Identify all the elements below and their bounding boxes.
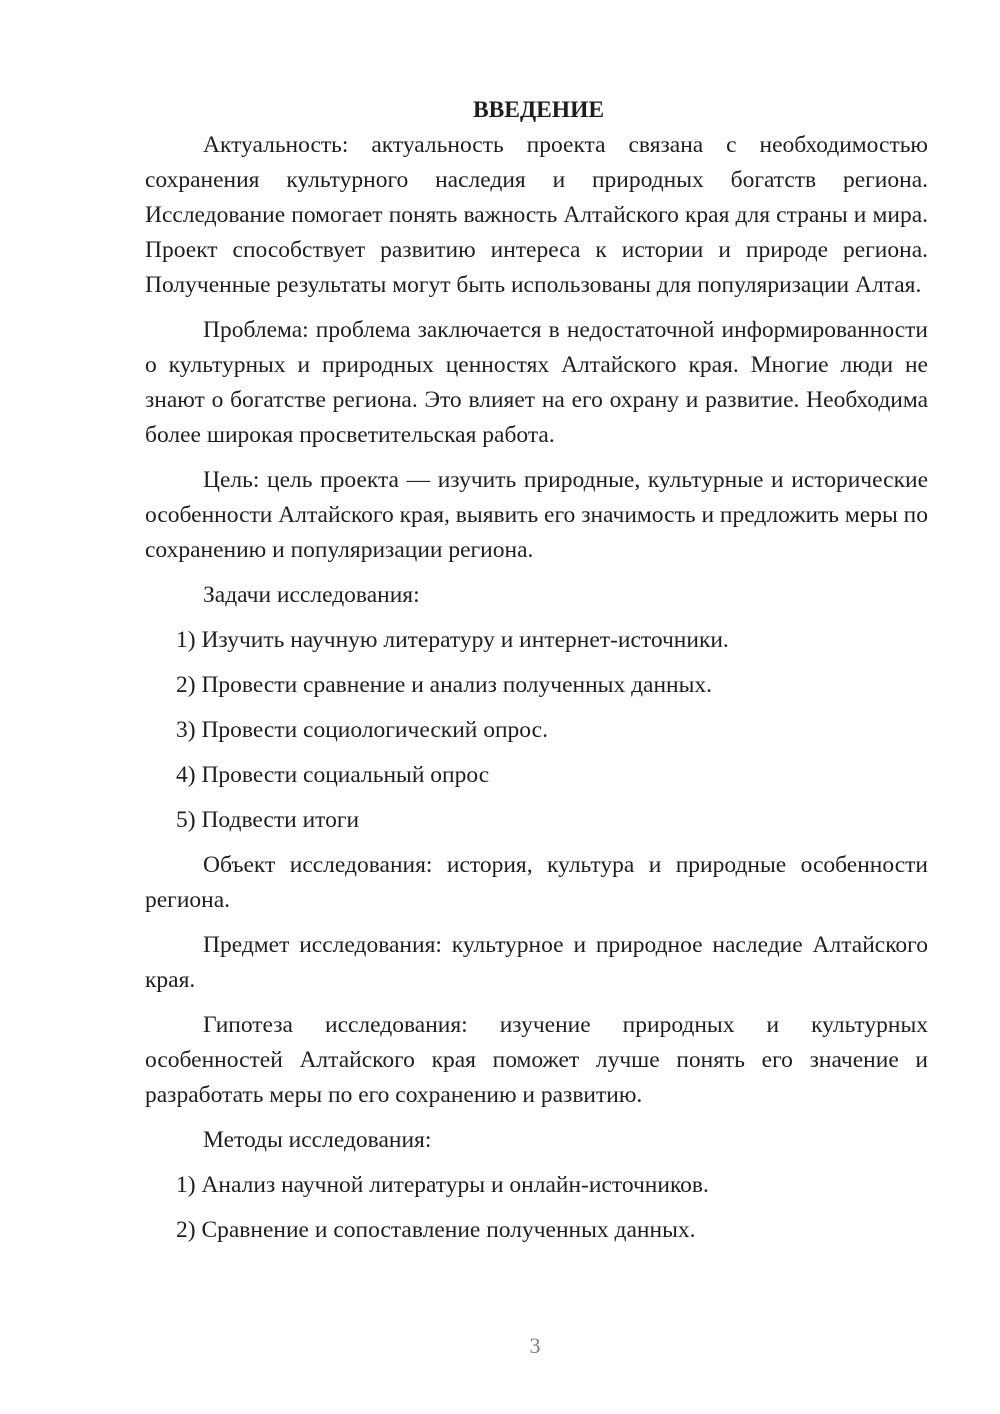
list-item: 3) Провести социологический опрос.	[176, 717, 548, 743]
list-item: 2) Провести сравнение и анализ полученных данных.	[176, 672, 713, 698]
methods-list	[145, 1168, 928, 1248]
object-paragraph: Объект исследования: история, культура и природные особенности региона.	[145, 852, 928, 913]
list-item: 4) Провести социальный опрос	[176, 762, 490, 788]
list-item: 1) Изучить научную литературу и интернет-источники.	[176, 627, 729, 653]
goal-paragraph: Цель: цель проекта — изучить природные, культурные и исторические особенности Алтайского края, выявить его значимость и предложить меры по сохранению и популяризации региона.	[145, 467, 928, 563]
tasks-heading: Задачи исследования:	[203, 582, 420, 608]
page-number: 3	[529, 1333, 541, 1358]
tasks-list	[145, 623, 928, 838]
hypothesis-paragraph: Гипотеза исследования: изучение природных и культурных особенностей Алтайского края поможет лучше понять его значение и разработать меры по его сохранению и развитию.	[145, 1012, 928, 1108]
problem-paragraph: Проблема: проблема заключается в недостаточной информированности о культурных и природных ценностях Алтайского края. Многие люди не знают о богатстве региона. Это влияет на его охрану и развитие. Необходима более широкая просветительская работа.	[145, 317, 928, 448]
list-item: 2) Сравнение и сопоставление полученных данных.	[176, 1217, 696, 1243]
subject-paragraph: Предмет исследования: культурное и природное наследие Алтайского края.	[145, 932, 928, 993]
methods-heading: Методы исследования:	[203, 1127, 432, 1153]
list-item: 5) Подвести итоги	[176, 807, 360, 833]
relevance-paragraph: Актуальность: актуальность проекта связана с необходимостью сохранения культурного наследия и природных богатств региона. Исследование помогает понять важность Алтайского края для страны и мира. Проект способствует развитию интереса к истории и природе региона. Полученные результаты могут быть использованы для популяризации Алтая.	[145, 132, 928, 298]
page-content	[145, 93, 928, 1248]
section-title: ВВЕДЕНИЕ	[472, 97, 605, 123]
list-item: 1) Анализ научной литературы и онлайн-источников.	[176, 1172, 709, 1198]
